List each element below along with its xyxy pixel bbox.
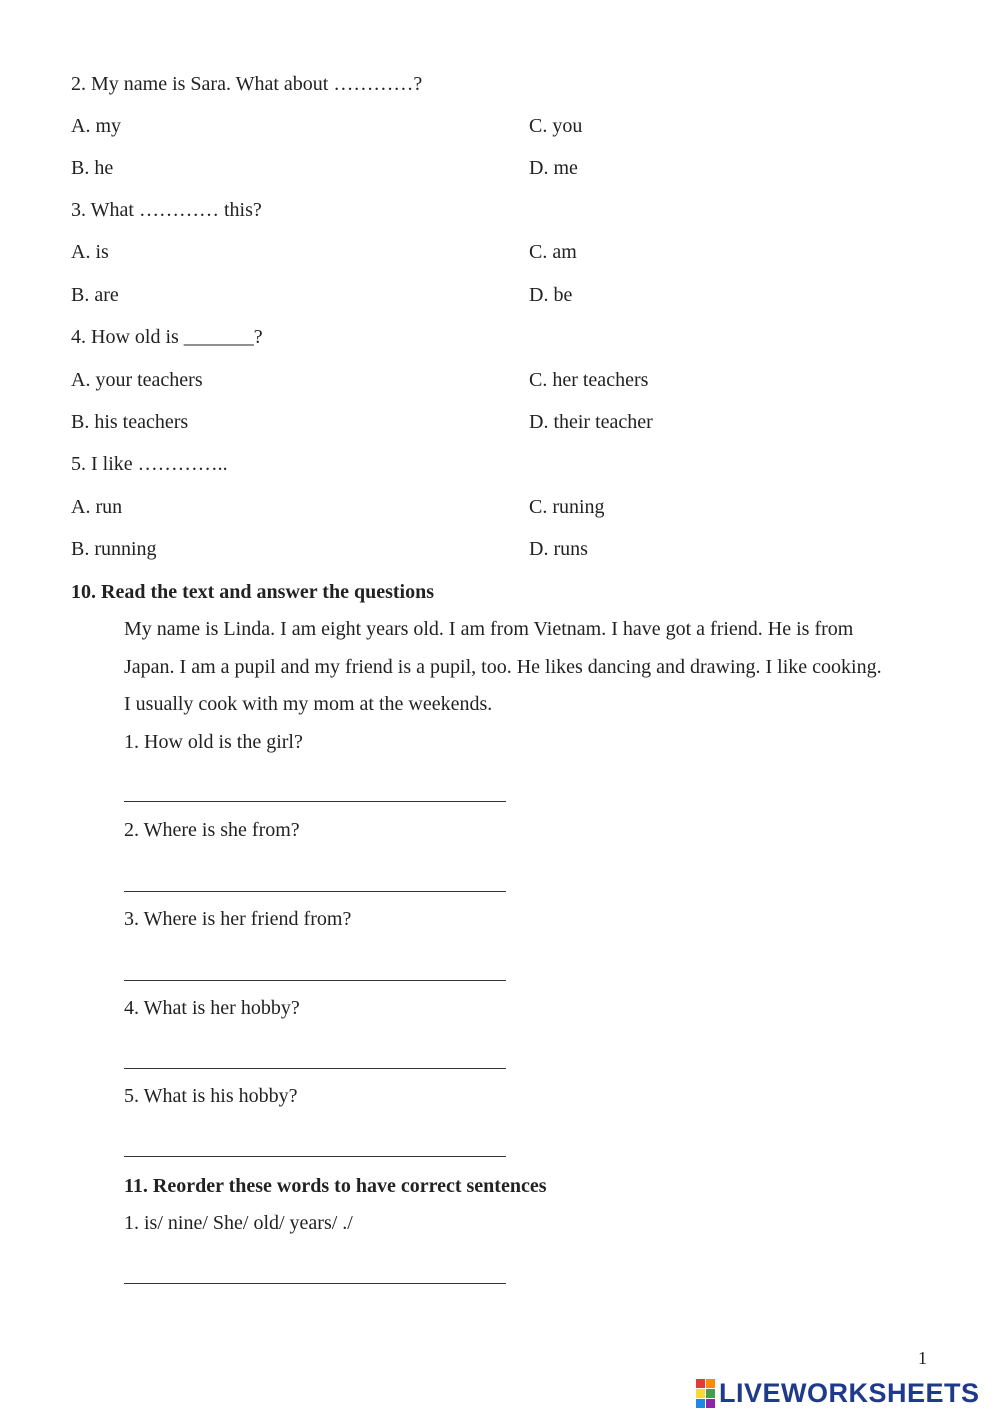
mcq-option[interactable]: B. his teachers bbox=[71, 411, 189, 433]
logo-square bbox=[696, 1379, 705, 1388]
passage-line: My name is Linda. I am eight years old. I am from Vietnam. I have got a friend. He is from bbox=[124, 618, 854, 640]
mcq-option[interactable]: A. my bbox=[71, 115, 121, 137]
logo-square bbox=[706, 1399, 715, 1408]
reorder-item: 1. is/ nine/ She/ old/ years/ ./ bbox=[124, 1212, 353, 1234]
answer-line[interactable] bbox=[124, 801, 506, 802]
mcq-question: 4. How old is _______? bbox=[71, 326, 263, 348]
section-heading: 10. Read the text and answer the questions bbox=[71, 581, 434, 603]
mcq-option[interactable]: A. is bbox=[71, 241, 109, 263]
mcq-option[interactable]: B. running bbox=[71, 538, 157, 560]
mcq-option[interactable]: A. your teachers bbox=[71, 369, 203, 391]
mcq-option[interactable]: A. run bbox=[71, 496, 123, 518]
mcq-option[interactable]: D. be bbox=[529, 284, 573, 306]
mcq-option[interactable]: D. runs bbox=[529, 538, 588, 560]
passage-line: Japan. I am a pupil and my friend is a pupil, too. He likes dancing and drawing. I like cooking. bbox=[124, 656, 882, 678]
section-heading: 11. Reorder these words to have correct sentences bbox=[124, 1175, 547, 1197]
reading-question: 2. Where is she from? bbox=[124, 819, 300, 841]
logo-square bbox=[706, 1379, 715, 1388]
mcq-option[interactable]: C. you bbox=[529, 115, 583, 137]
liveworksheets-logo[interactable] bbox=[696, 1378, 980, 1409]
passage-line: I usually cook with my mom at the weekends. bbox=[124, 693, 493, 715]
answer-line[interactable] bbox=[124, 1068, 506, 1069]
reading-question: 3. Where is her friend from? bbox=[124, 908, 352, 930]
mcq-question: 2. My name is Sara. What about …………? bbox=[71, 73, 423, 95]
answer-line[interactable] bbox=[124, 891, 506, 892]
logo-square bbox=[706, 1389, 715, 1398]
logo-grid-icon bbox=[696, 1379, 715, 1408]
mcq-option[interactable]: D. me bbox=[529, 157, 578, 179]
mcq-question: 5. I like ………….. bbox=[71, 453, 228, 475]
logo-square bbox=[696, 1399, 705, 1408]
mcq-option[interactable]: D. their teacher bbox=[529, 411, 653, 433]
answer-line[interactable] bbox=[124, 1283, 506, 1284]
mcq-question: 3. What ………… this? bbox=[71, 199, 262, 221]
answer-line[interactable] bbox=[124, 1156, 506, 1157]
answer-line[interactable] bbox=[124, 980, 506, 981]
mcq-option[interactable]: C. runing bbox=[529, 496, 605, 518]
mcq-option[interactable]: C. am bbox=[529, 241, 577, 263]
reading-question: 1. How old is the girl? bbox=[124, 731, 303, 753]
logo-square bbox=[696, 1389, 705, 1398]
mcq-option[interactable]: B. he bbox=[71, 157, 114, 179]
reading-question: 5. What is his hobby? bbox=[124, 1085, 298, 1107]
mcq-option[interactable]: C. her teachers bbox=[529, 369, 649, 391]
page-number: 1 bbox=[918, 1348, 927, 1368]
reading-question: 4. What is her hobby? bbox=[124, 997, 300, 1019]
mcq-option[interactable]: B. are bbox=[71, 284, 119, 306]
logo-text: LIVEWORKSHEETS bbox=[719, 1378, 980, 1408]
